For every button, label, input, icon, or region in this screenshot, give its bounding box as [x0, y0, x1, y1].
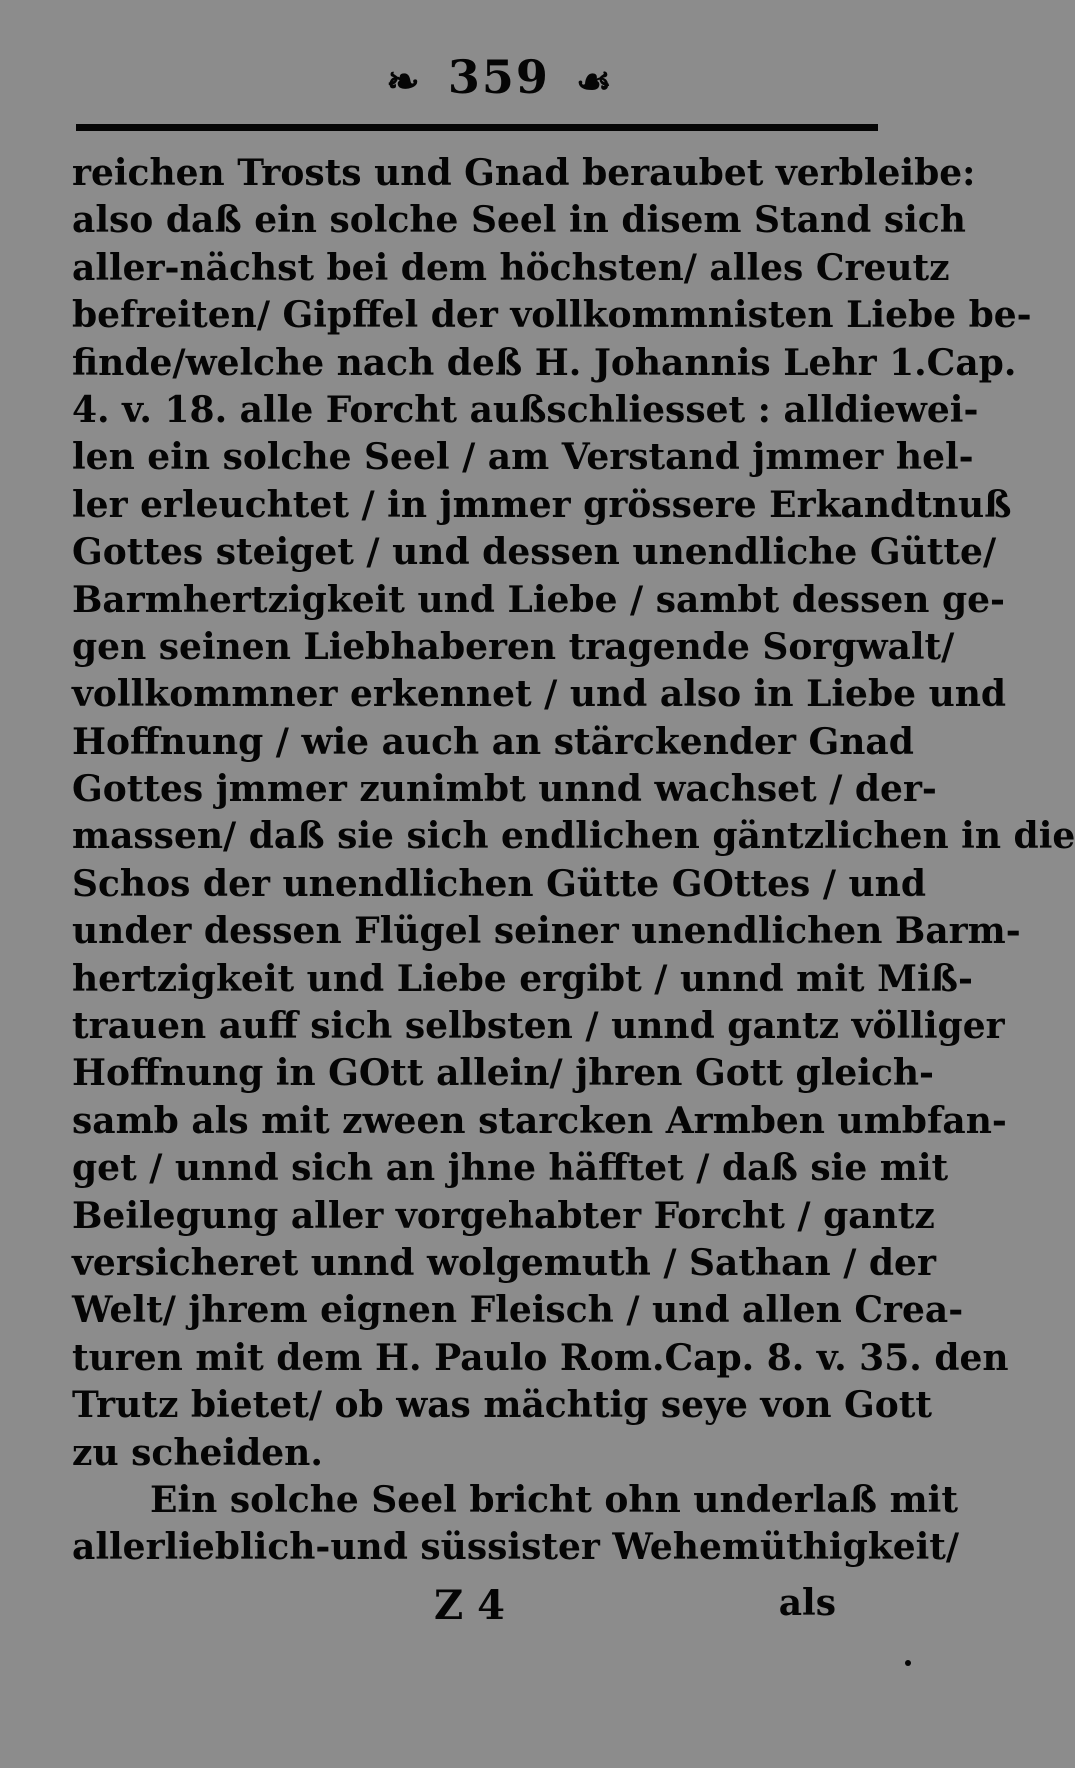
body-text — [72, 150, 1075, 1572]
page-number: 359 — [447, 50, 550, 104]
text-line: reichen Trosts und Gnad beraubet verbleibe: — [72, 152, 976, 194]
text-line: aller-nächst bei dem höchsten/ alles Creutz — [72, 246, 950, 289]
page-header — [0, 50, 1000, 105]
header-rule — [76, 124, 878, 131]
text-line: trauen auff sich selbsten / unnd gantz völliger — [72, 1005, 1005, 1048]
text-line: 4. v. 18. alle Forcht außschliesset : alldiewei- — [72, 388, 979, 431]
text-line: Barmhertzigkeit und Liebe / sambt dessen ge- — [72, 578, 1005, 621]
text-line: hertzigkeit und Liebe ergibt / unnd mit Miß- — [72, 957, 973, 1000]
text-line: Gottes steiget / und dessen unendliche Gütte/ — [72, 531, 997, 574]
text-line: gen seinen Liebhaberen tragende Sorgwalt/ — [72, 625, 955, 668]
text-line: samb als mit zween starcken Armben umbfan- — [72, 1099, 1007, 1142]
text-line: turen mit dem H. Paulo Rom.Cap. 8. v. 35. den — [72, 1336, 1009, 1379]
text-line: len ein solche Seel / am Verstand jmmer hel- — [72, 436, 974, 479]
text-line: befreiten/ Gipffel der vollkommnisten Liebe be- — [72, 294, 1032, 337]
ink-speck — [905, 1660, 911, 1666]
ornament-right-icon: ☙ — [575, 57, 614, 105]
signature-mark: Z 4 — [434, 1582, 505, 1629]
catchword: als — [778, 1582, 836, 1624]
ornament-left-icon: ❧ — [386, 57, 422, 105]
text-line: Schos der unendlichen Gütte GOttes / und — [72, 862, 927, 905]
text-line: Hoffnung in GOtt allein/ jhren Gott gleich- — [72, 1052, 934, 1095]
text-line: Beilegung aller vorgehabter Forcht / gantz — [72, 1194, 935, 1237]
text-line: Trutz bietet/ ob was mächtig seye von Gott — [72, 1384, 933, 1427]
text-line: get / unnd sich an jhne häfftet / daß sie mit — [72, 1147, 949, 1190]
text-line: vollkommner erkennet / und also in Liebe und — [72, 673, 1007, 716]
paragraph-start-line: Ein solche Seel bricht ohn underlaß mit — [150, 1478, 958, 1521]
text-line: also daß ein solche Seel in disem Stand sich — [72, 199, 966, 242]
text-line: under dessen Flügel seiner unendlichen Barm- — [72, 910, 1021, 953]
text-line: Gottes jmmer zunimbt unnd wachset / der- — [72, 768, 937, 811]
text-line: massen/ daß sie sich endlichen gäntzlichen in die — [72, 815, 1075, 858]
text-line: allerlieblich-und süssister Wehemüthigkeit/ — [72, 1526, 960, 1569]
text-line: versicheret unnd wolgemuth / Sathan / der — [72, 1241, 936, 1284]
text-line: ler erleuchtet / in jmmer grössere Erkandtnuß — [72, 483, 1012, 526]
text-line: zu scheiden. — [72, 1431, 323, 1474]
text-line: Welt/ jhrem eignen Fleisch / und allen Crea- — [72, 1289, 964, 1332]
page-footer — [72, 1582, 890, 1632]
text-line: Hoffnung / wie auch an stärckender Gnad — [72, 720, 914, 763]
text-line: finde/welche nach deß H. Johannis Lehr 1.Cap. — [72, 341, 1017, 384]
